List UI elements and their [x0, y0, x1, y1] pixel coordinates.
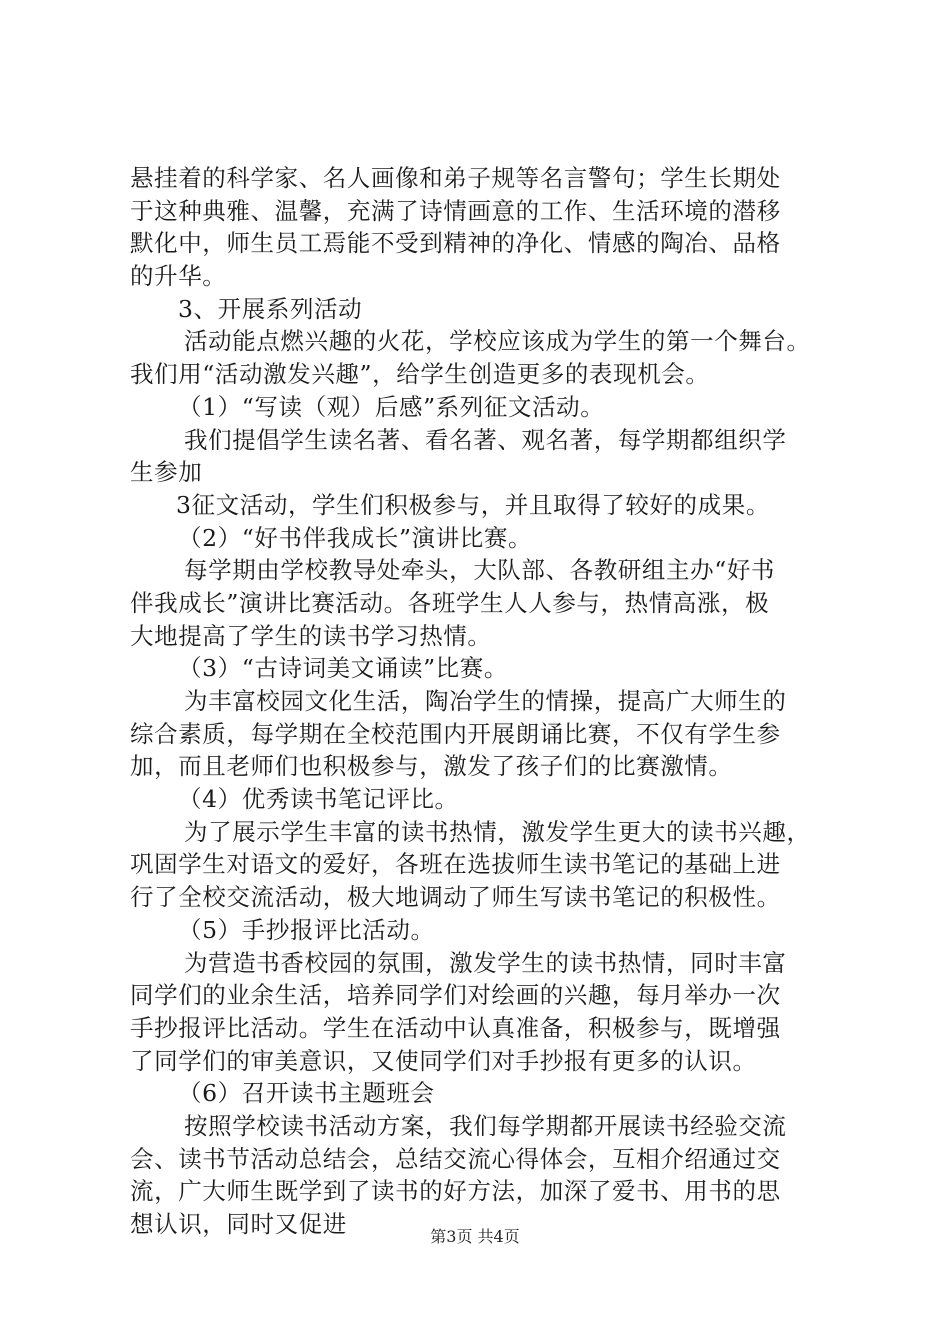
subsection-heading: （1）“写读（观）后感”系列征文活动。 — [178, 392, 605, 421]
body-text-line: 我们提倡学生读名著、看名著、观名著，每学期都组织学 — [184, 425, 787, 454]
body-text-line: 综合素质，每学期在全校范围内开展朗诵比赛，不仅有学生参 — [130, 719, 781, 748]
subsection-heading: （6）召开读书主题班会 — [178, 1079, 435, 1108]
body-text-line: 于这种典雅、温馨，充满了诗情画意的工作、生活环境的潜移 — [130, 196, 781, 225]
subsection-heading: （5）手抄报评比活动。 — [178, 915, 435, 944]
body-text-line: 手抄报评比活动。学生在活动中认真准备，积极参与，既增强 — [130, 1013, 781, 1042]
body-text-line: 流，广大师生既学到了读书的好方法，加深了爱书、用书的思 — [130, 1177, 781, 1206]
subsection-heading: （4）优秀读书笔记评比。 — [178, 785, 459, 814]
body-text-line: 每学期由学校教导处牵头，大队部、各教研组主办“好书 — [184, 556, 776, 585]
subsection-heading: （3）“古诗词美文诵读”比赛。 — [178, 654, 508, 683]
body-text-line: 我们用“活动激发兴趣”，给学生创造更多的表现机会。 — [130, 360, 710, 389]
subsection-heading: （2）“好书伴我成长”演讲比赛。 — [178, 523, 533, 552]
body-text-line: 大地提高了学生的读书学习热情。 — [130, 621, 492, 650]
body-text-line: 行了全校交流活动，极大地调动了师生写读书笔记的积极性。 — [130, 883, 781, 912]
page-number-footer: 第3页 共4页 — [430, 1227, 520, 1246]
body-text-line: 默化中，师生员工焉能不受到精神的净化、情感的陶冶、品格 — [130, 229, 781, 258]
document-body — [130, 162, 850, 1241]
body-text-line: 了同学们的审美意识，又使同学们对手抄报有更多的认识。 — [130, 1046, 757, 1075]
body-text-line: 生参加 — [130, 458, 203, 487]
body-text-line: 按照学校读书活动方案，我们每学期都开展读书经验交流 — [184, 1111, 787, 1140]
body-text-line: 想认识，同时又促进 — [130, 1210, 347, 1238]
body-text-line: 加，而且老师们也积极参与，激发了孩子们的比赛激情。 — [130, 752, 733, 781]
body-text-line: 3征文活动，学生们积极参与，并且取得了较好的成果。 — [176, 490, 770, 519]
body-text-line: 巩固学生对语文的爱好，各班在选拔师生读书笔记的基础上进 — [130, 850, 781, 879]
body-text-line: 活动能点燃兴趣的火花，学校应该成为学生的第一个舞台。 — [184, 327, 811, 356]
body-text-line: 会、读书节活动总结会，总结交流心得体会，互相介绍通过交 — [130, 1144, 781, 1173]
body-text-line: 悬挂着的科学家、名人画像和弟子规等名言警句；学生长期处 — [130, 164, 781, 192]
body-text-line: 为营造书香校园的氛围，激发学生的读书热情，同时丰富 — [184, 948, 787, 977]
body-text-line: 伴我成长”演讲比赛活动。各班学生人人参与，热情高涨，极 — [130, 588, 770, 617]
body-text-line: 为了展示学生丰富的读书热情，激发学生更大的读书兴趣， — [184, 817, 811, 846]
body-text-line: 为丰富校园文化生活，陶冶学生的情操，提高广大师生的 — [184, 687, 787, 715]
section-heading: 3、开展系列活动 — [178, 294, 363, 323]
body-text-line: 同学们的业余生活，培养同学们对绘画的兴趣，每月举办一次 — [130, 981, 781, 1010]
body-text-line: 的升华。 — [130, 262, 227, 291]
